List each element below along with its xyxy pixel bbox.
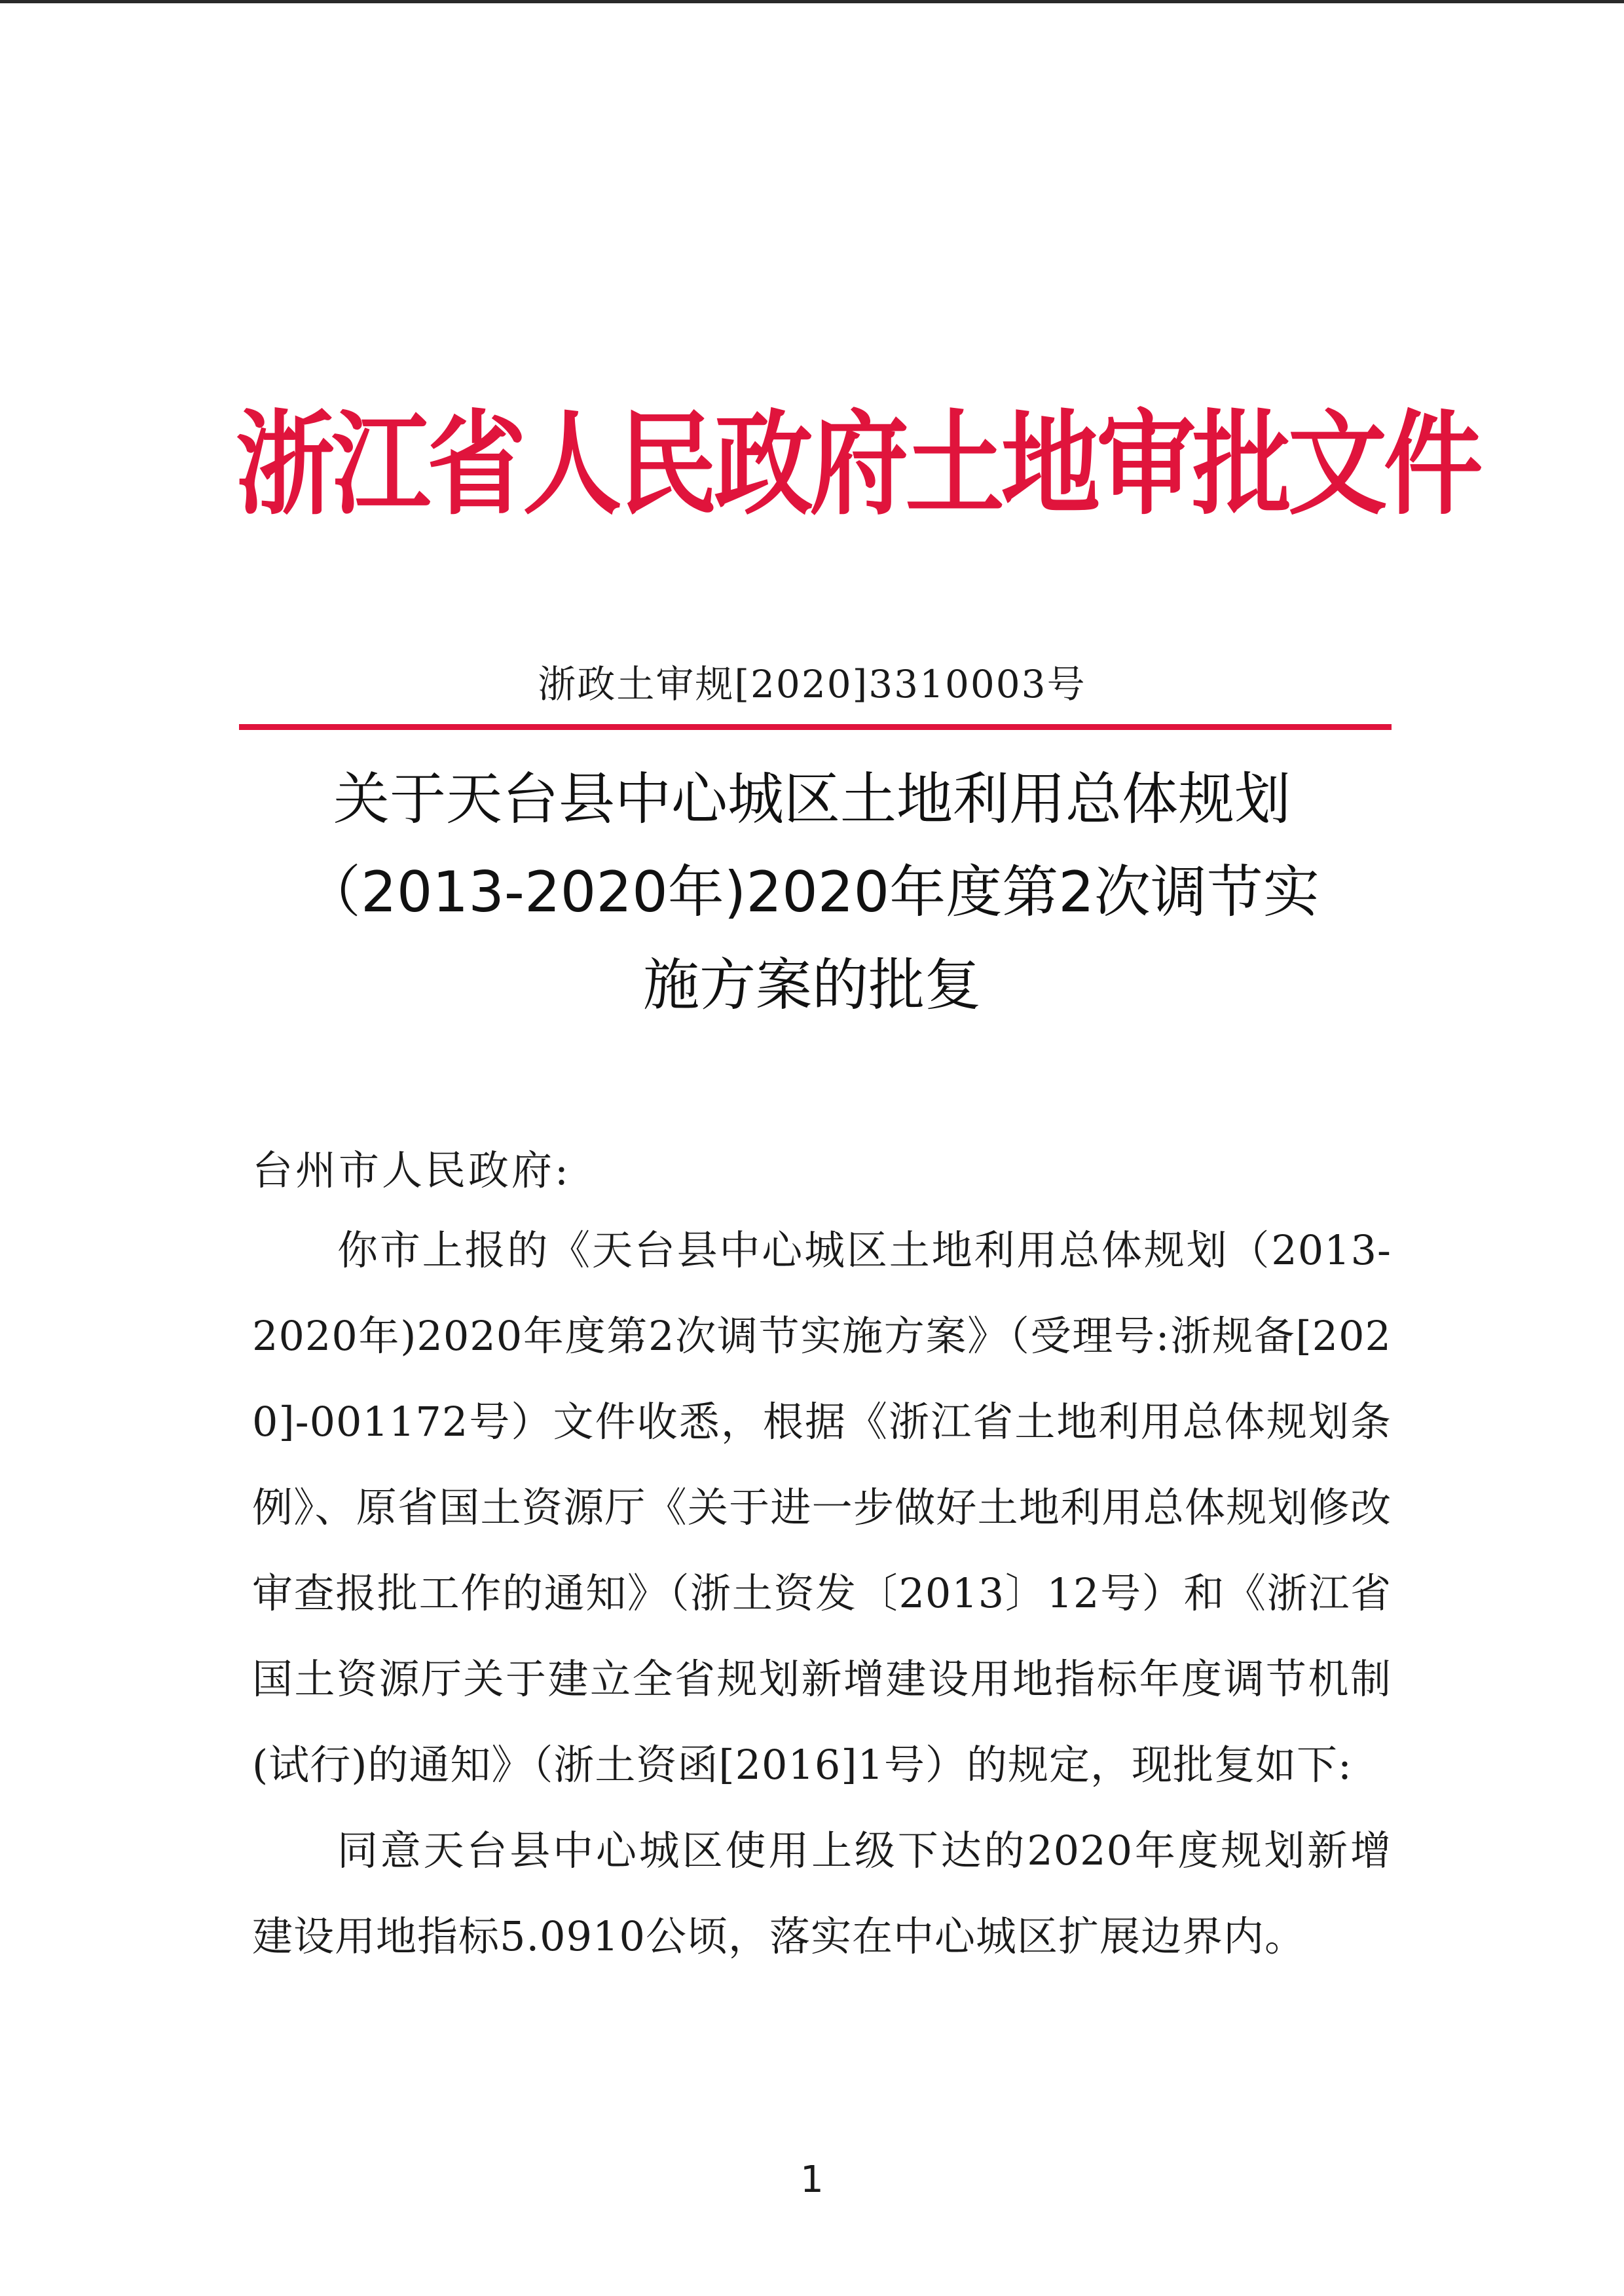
document-number: 浙政土审规[2020]3310003号 xyxy=(538,662,1086,706)
document-body xyxy=(252,1139,1392,1979)
subject-line: （2013-2020年)2020年度第2次调节实 xyxy=(304,860,1320,925)
red-divider-line xyxy=(239,724,1392,730)
subject-line: 关于天台县中心城区土地利用总体规划 xyxy=(333,767,1291,832)
salutation: 台州市人民政府: xyxy=(252,1146,571,1194)
body-paragraph: 你市上报的《天台县中心城区土地利用总体规划（2013-2020年)2020年度第2次调节实施方案》（受理号:浙规备[2020]-001172号）文件收悉，根据《浙江省土地利用总体规划条例》、原省国土资源厅《关于进一步做好土地利用总体规划修改审查报批工作的通知》（浙土资发〔2013〕12号）和《浙江省国土资源厅关于建立全省规划新增建设用地指标年度调节机制(试行)的通知》（浙土资函[2016]1号）的规定，现批复如下: xyxy=(252,1226,1392,1789)
page-number: 1 xyxy=(800,2159,824,2201)
subject-line: 施方案的批复 xyxy=(643,953,981,1018)
document-subject xyxy=(262,753,1362,1032)
body-paragraph: 同意天台县中心城区使用上级下达的2020年度规划新增建设用地指标5.0910公顷，落实在中心城区扩展边界内。 xyxy=(252,1827,1392,1960)
scan-edge xyxy=(0,0,1624,3)
document-header-title: 浙江省人民政府土地审批文件 xyxy=(236,399,1480,530)
